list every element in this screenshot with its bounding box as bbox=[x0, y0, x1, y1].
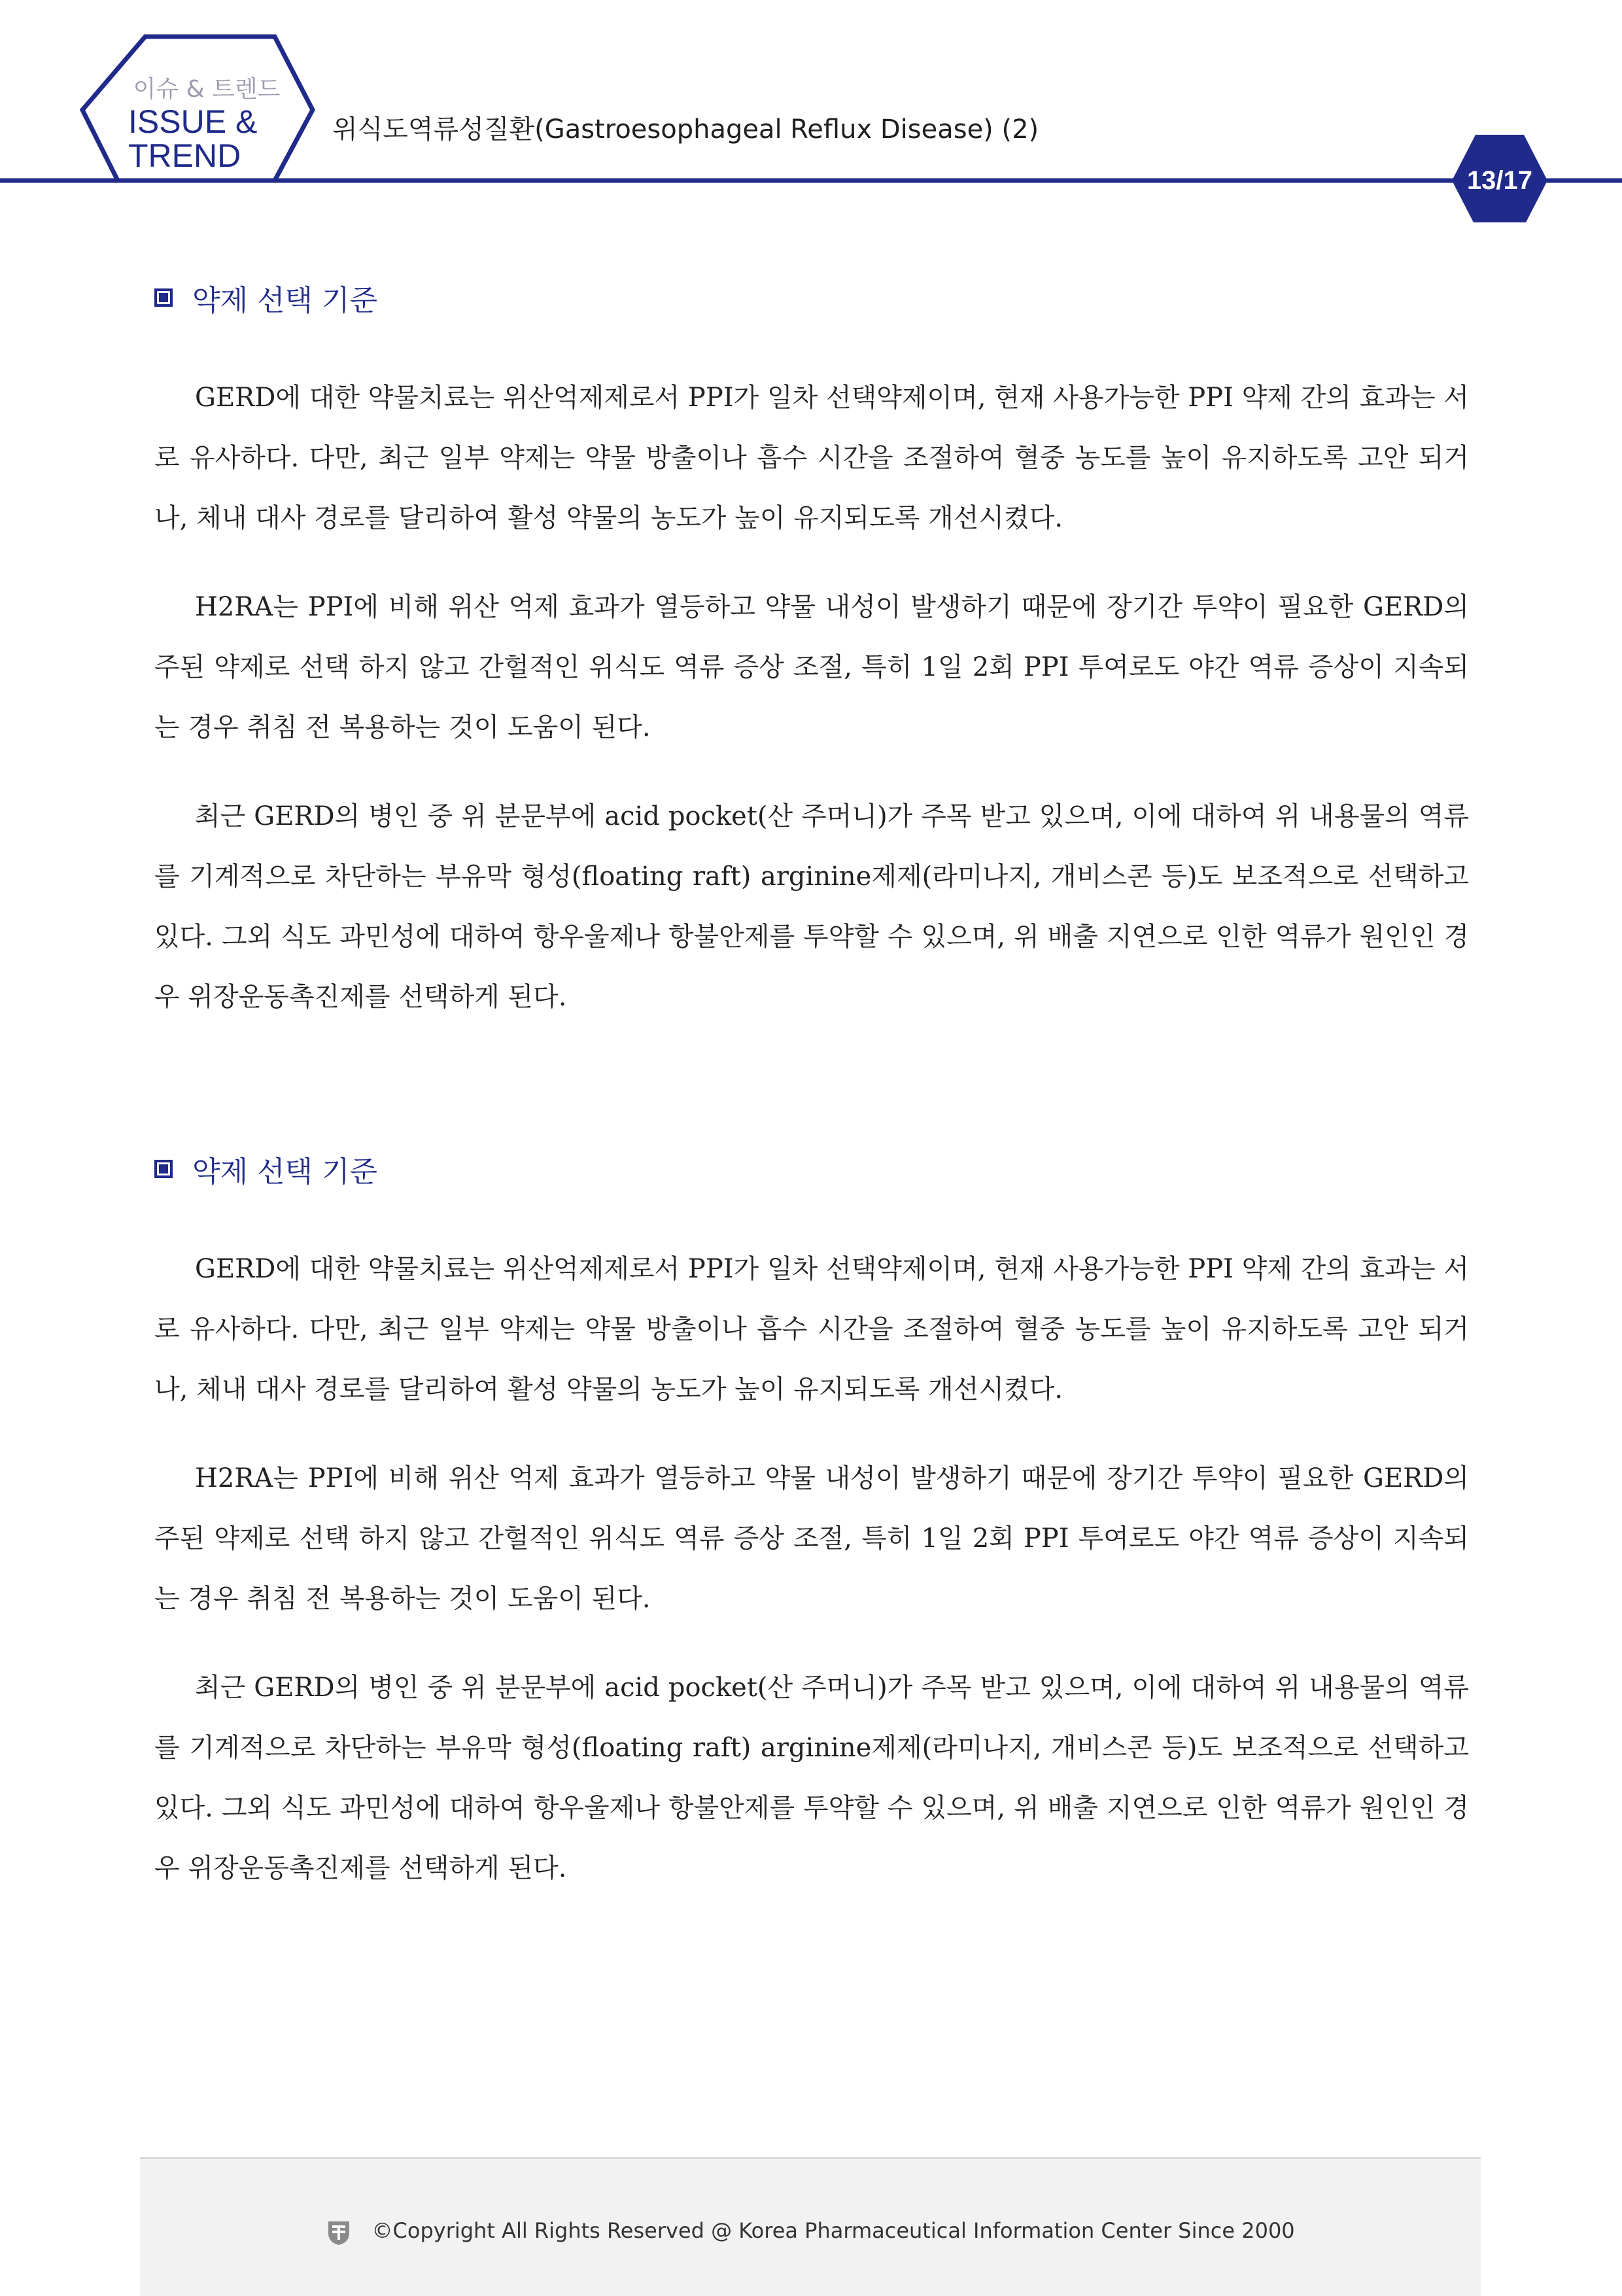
crest-icon bbox=[326, 2218, 352, 2246]
section-heading bbox=[154, 1146, 1469, 1192]
section-heading bbox=[154, 275, 1469, 321]
badge-subtitle: 이슈 & 트렌드 bbox=[133, 76, 281, 103]
square-bullet-icon bbox=[154, 1160, 173, 1178]
section-heading-text: 약제 선택 기준 bbox=[192, 1155, 377, 1189]
paragraph: H2RA는 PPI에 비해 위산 억제 효과가 열등하고 약물 내성이 발생하기 때문에 장기간 투약이 필요한 GERD의 주된 약제로 선택 하지 않고 간헐적인 위식도 역류 증상 조절, 특히 1일 2회 PPI 투여로도 야간 역류 증상이 지속되는 경우 취침 전 복용하는 것이 도움이 된다. bbox=[154, 1463, 1469, 1614]
paragraph: GERD에 대한 약물치료는 위산억제제로서 PPI가 일차 선택약제이며, 현재 사용가능한 PPI 약제 간의 효과는 서로 유사하다. 다만, 최근 일부 약제는 약물 방출이나 흡수 시간을 조절하여 혈중 농도를 높이 유지하도록 고안 되거나, 체내 대사 경로를 달리하여 활성 약물의 농도가 높이 유지되도록 개선시켰다. bbox=[154, 383, 1469, 533]
paragraph: GERD에 대한 약물치료는 위산억제제로서 PPI가 일차 선택약제이며, 현재 사용가능한 PPI 약제 간의 효과는 서로 유사하다. 다만, 최근 일부 약제는 약물 방출이나 흡수 시간을 조절하여 혈중 농도를 높이 유지하도록 고안 되거나, 체내 대사 경로를 달리하여 활성 약물의 농도가 높이 유지되도록 개선시켰다. bbox=[154, 1254, 1469, 1404]
paragraph: 최근 GERD의 병인 중 위 분문부에 acid pocket(산 주머니)가 주목 받고 있으며, 이에 대하여 위 내용물의 역류를 기계적으로 차단하는 부유막 형성(floating raft) arginine제제(라미나지, 개비스콘 등)도 보조적으로 선택하고 있다. 그외 식도 과민성에 대하여 항우울제나 항불안제를 투약할 수 있으며, 위 배출 지연으로 인한 역류가 원인인 경우 위장운동촉진제를 선택하게 된다. bbox=[154, 801, 1469, 1012]
paragraph: 최근 GERD의 병인 중 위 분문부에 acid pocket(산 주머니)가 주목 받고 있으며, 이에 대하여 위 내용물의 역류를 기계적으로 차단하는 부유막 형성(floating raft) arginine제제(라미나지, 개비스콘 등)도 보조적으로 선택하고 있다. 그외 식도 과민성에 대하여 항우울제나 항불안제를 투약할 수 있으며, 위 배출 지연으로 인한 역류가 원인인 경우 위장운동촉진제를 선택하게 된다. bbox=[154, 1673, 1469, 1883]
paragraph: H2RA는 PPI에 비해 위산 억제 효과가 열등하고 약물 내성이 발생하기 때문에 장기간 투약이 필요한 GERD의 주된 약제로 선택 하지 않고 간헐적인 위식도 역류 증상 조절, 특히 1일 2회 PPI 투여로도 야간 역류 증상이 지속되는 경우 취침 전 복용하는 것이 도움이 된다. bbox=[154, 592, 1469, 742]
page-number: 13/17 bbox=[1466, 166, 1533, 195]
badge-title bbox=[128, 105, 285, 173]
square-bullet-icon bbox=[154, 288, 173, 307]
footer-copyright-row bbox=[140, 2218, 1481, 2246]
copyright-text: ©Copyright All Rights Reserved @ Korea Pharmaceutical Information Center Since 2000 bbox=[371, 2218, 1295, 2243]
badge-line-2: TREND bbox=[128, 137, 241, 174]
section-1 bbox=[154, 275, 1469, 1027]
section-2 bbox=[154, 1146, 1469, 1898]
document-title: 위식도역류성질환(Gastroesophageal Reflux Disease) (2) bbox=[332, 114, 1039, 145]
page-footer bbox=[140, 2157, 1481, 2296]
page-header bbox=[0, 0, 1622, 222]
section-heading-text: 약제 선택 기준 bbox=[192, 284, 377, 317]
badge-line-1: ISSUE & bbox=[128, 103, 258, 140]
